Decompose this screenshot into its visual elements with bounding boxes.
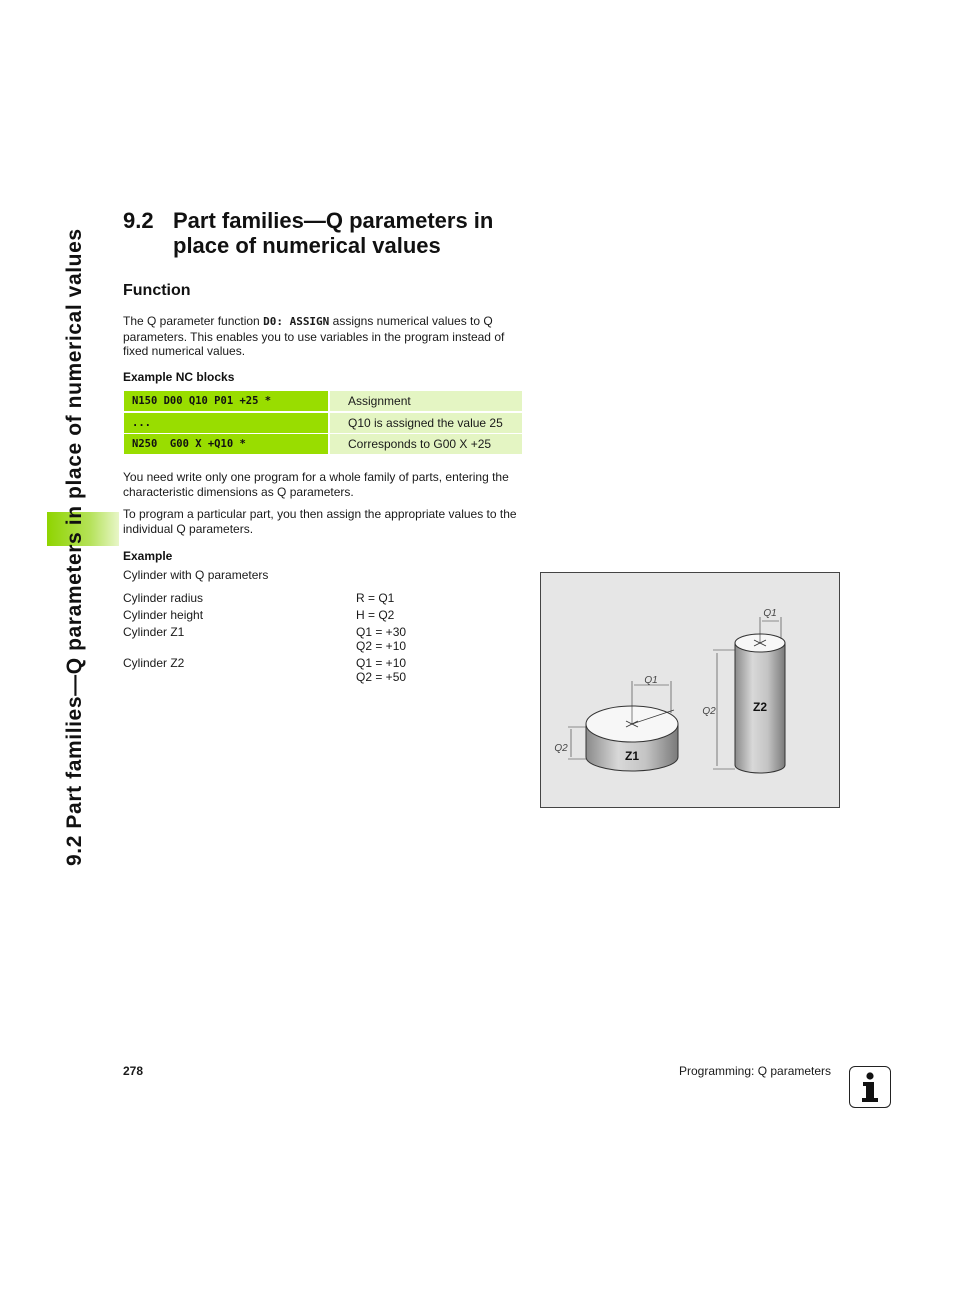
footer-chapter: Programming: Q parameters [679,1064,832,1078]
z2-label: Z2 [752,700,768,714]
heading-title: Part families—Q parameters in place of numerical values [173,208,494,258]
cylinder-z2 [713,617,785,773]
table-row [124,434,522,454]
table-row [124,413,522,433]
z1-q1-label: Q1 [644,675,658,686]
table-row [124,391,522,411]
z1-label: Z1 [624,749,640,763]
table-row [123,670,443,684]
example-label-cell: Cylinder radius [123,591,204,605]
table-row [123,625,443,639]
table-row [123,608,443,625]
info-icon [849,1066,891,1108]
example-value-cell: Q1 = +10 [356,656,407,670]
cylinder-illustration [541,573,839,807]
nc-code-cell: ... [124,413,328,433]
example-label-cell: Cylinder height [123,608,204,622]
example-label-cell: Cylinder Z2 [123,656,185,670]
nc-desc-cell: Assignment [330,391,522,411]
example-value-cell: H = Q2 [356,608,395,622]
table-row [123,591,443,608]
example-value-cell: Q1 = +30 [356,625,407,639]
intro-text-end: assigns numerical values to Q parameters. This enables you to use variables in the program instead of fixed numerical values. [123,314,505,359]
nc-code-cell: N250 G00 X +Q10 * [124,434,328,454]
intro-text-start: The Q parameter function [123,314,264,328]
example-label-cell: Cylinder Z1 [123,625,185,639]
table-row [123,656,443,670]
z2-q2-label: Q2 [702,706,716,717]
paragraph-assign-values: To program a particular part, you then assign the appropriate values to the individual Q parameters. [123,507,517,536]
nc-code-cell: N150 D00 Q10 P01 +25 * [124,391,328,411]
example-value-cell: Q2 = +50 [356,670,407,684]
z1-q2-label: Q2 [554,743,568,754]
example-label: Example [123,549,173,563]
table-row [123,639,443,656]
cylinder-figure [540,572,840,808]
example-table [123,591,443,684]
nc-blocks-table [124,391,522,456]
intro-paragraph [123,314,523,359]
section-title: Function [123,282,191,299]
nc-desc-cell: Q10 is assigned the value 25 [330,413,522,433]
heading-number: 9.2 [123,208,154,233]
example-value-cell: Q2 = +10 [356,639,407,653]
paragraph-part-family: You need write only one program for a whole family of parts, entering the characteristic dimensions as Q parameters. [123,470,509,499]
side-chapter-title: 9.2 Part families—Q parameters in place of numerical values [63,228,86,866]
intro-code: D0: ASSIGN [263,315,330,328]
nc-desc-cell: Corresponds to G00 X +25 [330,434,522,454]
page-number: 278 [123,1064,144,1078]
z2-q1-label: Q1 [763,608,777,619]
example-subtitle: Cylinder with Q parameters [123,568,269,582]
example-value-cell: R = Q1 [356,591,395,605]
cylinder-z1 [568,681,678,771]
nc-blocks-label: Example NC blocks [123,370,235,384]
